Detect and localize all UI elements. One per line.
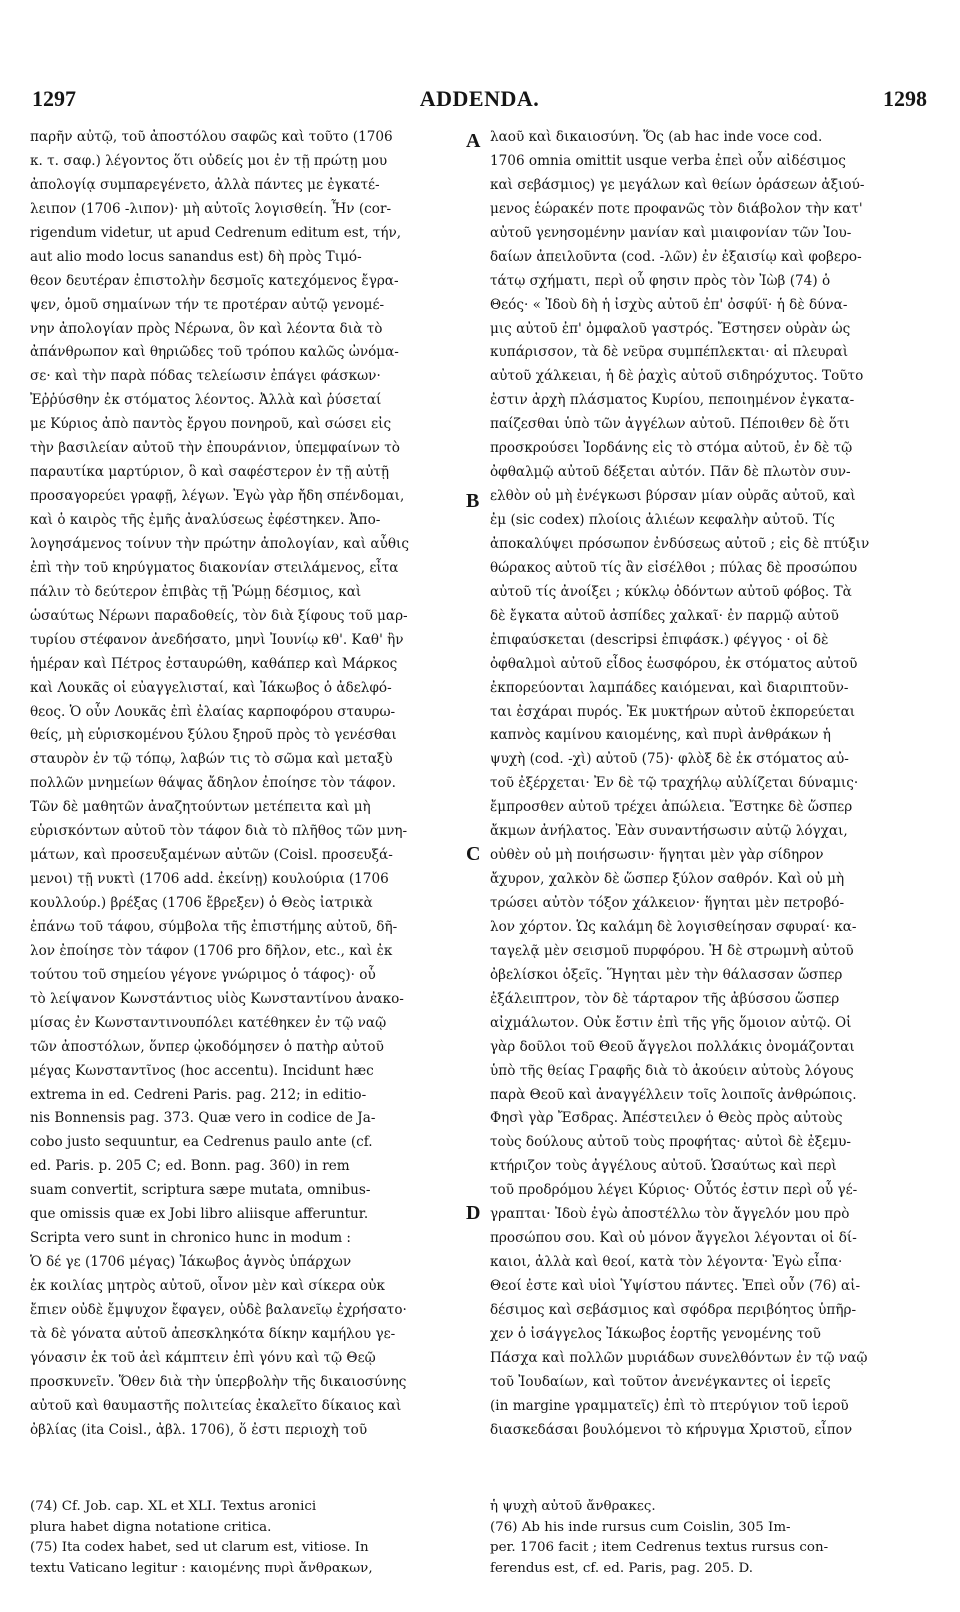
text-line: 1706 omnia omittit usque verba ἐπεὶ οὖν αἰδέσιμος xyxy=(490,152,846,169)
left-column xyxy=(30,126,458,1443)
text-line: αὐτοῦ καὶ θαυμαστῆς πολιτείας ἐκαλεῖτο δίκαιος καὶ xyxy=(30,1397,402,1414)
text-line: θείς, μὴ εὑρισκομένου ξύλου ξηροῦ πρὸς τὸ γενέσθαι xyxy=(30,727,397,744)
text-line: ἐκ κοιλίας μητρὸς αὐτοῦ, οἶνον μὲν καὶ σίκερα οὐκ xyxy=(30,1278,386,1294)
section-letter-b: B xyxy=(466,490,480,512)
text-line: τὴν βασιλείαν αὐτοῦ τὴν ἐπουράνιον, ὑπεμφαίνων τὸ xyxy=(30,440,400,457)
text-line: λαοῦ καὶ δικαιοσύνη. Ὅς (ab hac inde voce cod. xyxy=(490,129,823,145)
footnote-line: plura habet digna notatione critica. xyxy=(30,1519,272,1535)
text-line: κουλλούρ.) βρέξας (1706 ἔβρεξεν) ὁ Θεὸς ἰατρικὰ xyxy=(30,895,373,911)
text-line: τοῦ ἐξέρχεται· Ἐν δὲ τῷ τραχήλῳ αὐλίζεται δύναμις· xyxy=(490,775,859,792)
text-line: Ὁ δέ γε (1706 μέγας) Ἰάκωβος ἁγνὸς ὑπάρχων xyxy=(30,1254,352,1271)
text-line: ψεν, ὁμοῦ σημαίνων τήν τε προτέραν αὐτῷ γενομέ- xyxy=(30,296,385,313)
text-line: ἄχυρον, χαλκὸν δὲ ὥσπερ ξύλον σαθρόν. Καὶ οὐ μὴ xyxy=(490,871,845,888)
text-line: ἄκμων ἀνήλατος. Ἐὰν συναντήσωσιν αὐτῷ λόγχαι, xyxy=(490,823,848,840)
text-line: λογησάμενος τοίνυν τὴν πρώτην ἀπολογίαν, καὶ αὖθις xyxy=(30,535,409,552)
text-line: Θεοί ἐστε καὶ υἱοὶ Ὑψίστου πάντες. Ἐπεὶ οὖν (76) αἰ- xyxy=(490,1278,861,1294)
text-line: δέσιμος καὶ σεβάσμιος καὶ σφόδρα περιβόητος ὑπῆρ- xyxy=(490,1301,857,1318)
footnotes-right xyxy=(490,1497,918,1579)
text-line: ἀποκαλύψει πρόσωπον ἐνδύσεως αὐτοῦ ; εἰς δὲ πτύξιν xyxy=(490,535,870,552)
text-line: πάλιν τὸ δεύτερον ἐπιβὰς τῇ Ῥώμῃ δέσμιος, καὶ xyxy=(30,583,362,600)
page-title: ADDENDA. xyxy=(419,86,540,111)
text-line: ἐπὶ τὴν τοῦ κηρύγματος διακονίαν στειλάμενος, εἶτα xyxy=(30,559,399,576)
text-line: παρῆν αὐτῷ, τοῦ ἀποστόλου σαφῶς καὶ τοῦτο (1706 xyxy=(30,129,393,145)
text-line: (in margine γραμματεῖς) ἐπὶ τὸ πτερύγιον τοῦ ἱεροῦ xyxy=(490,1397,849,1414)
text-line: ἀπολογίᾳ συμπαρεγένετο, ἀλλὰ πάντες με ἐγκατέ- xyxy=(30,176,380,193)
text-line: καὶ Λουκᾶς οἱ εὐαγγελισταί, καὶ Ἰάκωβος ὁ ἀδελφό- xyxy=(30,679,392,696)
text-line: τυρίου στέφανον ἀνεδήσατο, μηνὶ Ἰουνίῳ κθ'. Καθ' ἣν xyxy=(30,631,404,648)
text-line: rigendum videtur, ut apud Cedrenum editum est, τήν, xyxy=(30,224,402,241)
text-line: πολλῶν μνημείων θάψας ἄδηλον ἐποίησε τὸν τάφον. xyxy=(30,775,396,792)
text-line: καὶ σεβάσμιος) γε μεγάλων καὶ θείων ὁράσεων ἀξιού- xyxy=(490,176,865,193)
left-page-number: 1297 xyxy=(32,86,76,111)
text-line: λον χόρτον. Ὡς καλάμη δὲ λογισθείησαν σφυραί· κα- xyxy=(490,918,857,935)
footnote-line: textu Vaticano legitur : καιομένης πυρὶ ἄνθρακων, xyxy=(30,1560,373,1576)
text-line: τάτῳ σχήματι, περὶ οὗ φησιν πρὸς τὸν Ἰὼβ (74) ὁ xyxy=(490,272,831,289)
text-line: κ. τ. σαφ.) λέγοντος ὅτι οὐδείς μοι ἐν τῇ πρώτῃ μου xyxy=(30,152,388,169)
text-line: διασκεδάσαι βουλόμενοι τὸ κήρυγμα Χριστοῦ, εἶπον xyxy=(490,1421,853,1438)
text-line: οὐθὲν οὐ μὴ ποιήσωσιν· ἥγηται μὲν γὰρ σίδηρον xyxy=(490,847,824,864)
text-line: αὐτοῦ χάλκειαι, ἡ δὲ ῥαχὶς αὐτοῦ σιδηρόχυτος. Τοῦτο xyxy=(490,368,864,385)
text-line: μενος ἑώρακέν ποτε προφανῶς τὸν διάβολον τὴν κατ' xyxy=(490,200,863,217)
text-line: δὲ ἔγκατα αὐτοῦ ἀσπίδες χαλκαῖ· ἐν παρμῷ αὐτοῦ xyxy=(490,607,839,624)
text-line: ἔπιεν οὐδὲ ἔμψυχον ἔφαγεν, οὐδὲ βαλανεῖῳ ἐχρήσατο· xyxy=(30,1301,407,1318)
text-line: τὰ δὲ γόνατα αὐτοῦ ἀπεσκληκότα δίκην καμήλου γε- xyxy=(30,1325,396,1342)
text-line: τρώσει αὐτὸν τόξον χάλκειον· ἥγηται μὲν πετροβό- xyxy=(490,895,845,911)
text-line: προσαγορεύει γραφῇ, λέγων. Ἐγὼ γὰρ ἤδη σπένδομαι, xyxy=(30,488,405,505)
text-line: μίσας ἐν Κωνσταντινουπόλει κατέθηκεν ἐν τῷ ναῷ xyxy=(30,1014,387,1031)
text-line: que omissis quæ ex Jobi libro aliisque afferuntur. xyxy=(30,1206,369,1223)
text-line: τούτου τοῦ σημείου γέγονε γνώριμος ὁ τάφος)· οὗ xyxy=(30,966,376,983)
text-line: Θεός· « Ἰδοὺ δὴ ἡ ἰσχὺς αὐτοῦ ἐπ' ὀσφύϊ· ἡ δὲ δύνα- xyxy=(490,296,848,313)
text-line: nis Bonnensis pag. 373. Quæ vero in codice de Ja- xyxy=(30,1110,376,1127)
text-line: γραπται· Ἰδοὺ ἐγὼ ἀποστέλλω τὸν ἄγγελόν μου πρὸ xyxy=(490,1206,850,1223)
text-line: extrema in ed. Cedreni Paris. pag. 212; in editio- xyxy=(30,1086,367,1103)
running-head xyxy=(32,86,927,120)
text-line: λον ἐποίησε τὸν τάφον (1706 pro δῆλον, etc., καὶ ἐκ xyxy=(30,942,393,959)
footnote-line: (75) Ita codex habet, sed ut clarum est, vitiose. In xyxy=(30,1540,369,1555)
text-line: cobo justo sequuntur, ea Cedrenus paulo ante (cf. xyxy=(30,1134,373,1151)
text-line: ἐξάλειπτρον, τὸν δὲ τάρταρον τῆς ἀβύσσου ὥσπερ xyxy=(490,990,840,1007)
footnotes-left xyxy=(30,1497,458,1579)
text-line: ἐκπορεύονται λαμπάδες καιόμεναι, καὶ διαριπτοῦν- xyxy=(490,679,849,696)
text-line: suam convertit, scriptura sæpe mutata, omnibus- xyxy=(30,1182,371,1199)
text-line: ὡσαύτως Νέρωνι παραδοθείς, τὸν διὰ ξίφους τοῦ μαρ- xyxy=(30,607,408,624)
text-line: ἡμέραν καὶ Πέτρος ἐσταυρώθη, καθάπερ καὶ Μάρκος xyxy=(30,655,398,672)
text-line: καπνὸς καμίνου καιομένης, καὶ πυρὶ ἀνθράκων ἡ xyxy=(490,727,831,744)
text-line: προσκρούσει Ἰορδάνης εἰς τὸ στόμα αὐτοῦ, ἐν δὲ τῷ xyxy=(490,440,853,457)
text-line: δαίων ἀπειλοῦντα (cod. -λῶν) ἐν ἐξαισίῳ καὶ φοβερο- xyxy=(490,248,862,265)
text-line: τοῦ Ἰουδαίων, καὶ τοῦτον ἀνενέγκαντες οἱ ἱερεῖς xyxy=(490,1373,831,1390)
text-line: προσκυνεῖν. Ὅθεν διὰ τὴν ὑπερβολὴν τῆς δικαιοσύνης xyxy=(30,1373,407,1390)
text-line: θεος. Ὁ οὖν Λουκᾶς ἐπὶ ἐλαίας καρποφόρου σταυρω- xyxy=(30,703,396,720)
text-line: aut alio modo locus sanandus est) δὴ πρὸς Τιμό- xyxy=(30,248,362,265)
text-line: θεον δευτέραν ἐπιστολὴν δεσμοῖς κατεχόμενος ἔγρα- xyxy=(30,272,399,289)
footnote-line: (74) Cf. Job. cap. XL et XLI. Textus aronici xyxy=(30,1499,317,1514)
text-line: ἐπιφαύσκεται (descripsi ἐπιφάσκ.) φέγγος · οἱ δὲ xyxy=(490,631,829,648)
text-line: Ἐῤῥύσθην ἐκ στόματος λέοντος. Ἀλλὰ καὶ ῥύσεταί xyxy=(30,392,382,409)
text-line: ται ἐσχάραι πυρός. Ἐκ μυκτήρων αὐτοῦ ἐκπορεύεται xyxy=(490,703,856,720)
section-letter-d: D xyxy=(466,1202,481,1224)
text-line: λειπον (1706 -λιπον)· μὴ αὐτοῖς λογισθείη. Ἦν (cor- xyxy=(30,200,392,217)
text-line: κυπάρισσον, τὰ δὲ νεῦρα συμπέπλεκται· αἱ πλευραὶ xyxy=(490,344,849,361)
text-line: μενοι) τῇ νυκτὶ (1706 add. ἐκείνῃ) κουλούρια (1706 xyxy=(30,871,389,888)
footnote-line: (76) Ab his inde rursus cum Coislin, 305 Im- xyxy=(490,1519,791,1535)
text-line: προσώπου σου. Καὶ οὐ μόνον ἄγγελοι λέγονται οἱ δί- xyxy=(490,1230,857,1247)
text-line: ὀβελίσκοι ὀξεῖς. Ἥγηται μὲν τὴν θάλασσαν ὥσπερ xyxy=(490,966,843,983)
text-line: σε· καὶ τὴν παρὰ πόδας τελείωσιν ἐπάγει φάσκων· xyxy=(30,368,381,385)
text-line: Scripta vero sunt in chronico hunc in modum : xyxy=(30,1230,351,1247)
text-line: γὰρ δοῦλοι τοῦ Θεοῦ ἄγγελοι πολλάκις ὀνομάζονται xyxy=(490,1038,855,1055)
text-line: καὶ ὁ καιρὸς τῆς ἐμῆς ἀναλύσεως ἐφέστηκεν. Ἀπο- xyxy=(30,512,381,528)
text-line: Φησὶ γὰρ Ἔσδρας. Ἀπέστειλεν ὁ Θεὸς πρὸς αὐτοὺς xyxy=(490,1110,843,1127)
text-line: μάτων, καὶ προσευξαμένων αὐτῶν (Coisl. προσευξά- xyxy=(30,847,393,864)
section-letter-a: A xyxy=(466,130,481,152)
text-line: χεν ὁ ἰσάγγελος Ἰάκωβος ἑορτῆς γενομένης τοῦ xyxy=(490,1325,821,1342)
text-line: κτήριζον τοὺς ἀγγέλους αὐτοῦ. Ὡσαύτως καὶ περὶ xyxy=(490,1158,837,1175)
text-line: αἰχμάλωτον. Οὐκ ἔστιν ἐπὶ τῆς γῆς ὅμοιον αὐτῷ. Οἱ xyxy=(490,1014,852,1031)
text-line: γόνασιν ἐκ τοῦ ἀεὶ κάμπτειν ἐπὶ γόνυ καὶ τῷ Θεῷ xyxy=(30,1349,376,1366)
text-line: μέγας Κωνσταντῖνος (hoc accentu). Incidunt hæc xyxy=(30,1062,374,1079)
section-letter-c: C xyxy=(466,843,481,865)
text-line: ὀφθαλμοὶ αὐτοῦ εἶδος ἑωσφόρου, ἐκ στόματος αὐτοῦ xyxy=(490,655,858,672)
text-line: ὀφθαλμῷ αὐτοῦ δέξεται αὐτόν. Πᾶν δὲ πλωτὸν συν- xyxy=(490,464,851,481)
text-line: ελθὸν οὐ μὴ ἐνέγκωσι βύρσαν μίαν οὐρᾶς αὐτοῦ, καὶ xyxy=(490,488,856,505)
text-line: ἀπάνθρωπον καὶ θηριῶδες τοῦ τρόπου καλῶς ὠνόμα- xyxy=(30,344,399,361)
text-line: τοὺς δούλους αὐτοῦ τοὺς προφήτας· αὐτοὶ δὲ ἐξεμυ- xyxy=(490,1134,852,1151)
text-line: τῶν ἀποστόλων, ὅνπερ ᾠκοδόμησεν ὁ πατὴρ αὐτοῦ xyxy=(30,1038,384,1055)
text-line: καιοι, ἀλλὰ καὶ θεοί, κατὰ τὸν λέγοντα· Ἐγὼ εἶπα· xyxy=(490,1254,843,1271)
text-line: ψυχὴ (cod. -χὶ) αὐτοῦ (75)· φλὸξ δὲ ἐκ στόματος αὐ- xyxy=(490,751,849,768)
text-line: ὀβλίας (ita Coisl., ἀβλ. 1706), ὅ ἐστι περιοχὴ τοῦ xyxy=(30,1421,368,1438)
text-line: θώρακος αὐτοῦ τίς ἂν εἰσέλθοι ; πύλας δὲ προσώπου xyxy=(490,559,858,576)
text-line: Τῶν δὲ μαθητῶν ἀναζητούντων μετέπειτα καὶ μὴ xyxy=(30,799,371,816)
text-line: ἔμπροσθεν αὐτοῦ τρέχει ἀπώλεια. Ἔστηκε δὲ ὥσπερ xyxy=(490,799,853,816)
text-line: παίζεσθαι ὑπὸ τῶν ἀγγέλων αὐτοῦ. Πέποιθεν δὲ ὅτι xyxy=(490,416,850,433)
footnote-line: ἡ ψυχὴ αὐτοῦ ἄνθρακες. xyxy=(490,1499,656,1514)
text-line: Πάσχα καὶ πολλῶν μυριάδων συνελθόντων ἐν τῷ ναῷ xyxy=(490,1349,868,1366)
text-line: τοῦ προδρόμου λέγει Κύριος· Οὗτός ἐστιν περὶ οὗ γέ- xyxy=(490,1182,858,1199)
text-line: σταυρὸν ἐν τῷ τόπῳ, λαβών τις τὸ σῶμα καὶ μεταξὺ xyxy=(30,751,393,768)
right-page-number: 1298 xyxy=(883,86,927,111)
right-column xyxy=(490,126,918,1443)
footnote-line: ferendus est, cf. ed. Paris, pag. 205. D. xyxy=(490,1560,754,1576)
footnote-line: per. 1706 facit ; item Cedrenus textus rursus con- xyxy=(490,1540,829,1555)
text-line: τὸ λείψανον Κωνστάντιος υἱὸς Κωνσταντίνου ἀνακο- xyxy=(30,990,404,1007)
text-line: νην ἀπολογίαν πρὸς Νέρωνα, ὃν καὶ λέοντα διὰ τὸ xyxy=(30,320,383,337)
text-line: αὐτοῦ γενησομένην μανίαν καὶ μιαιφονίαν τῶν Ἰου- xyxy=(490,224,852,241)
text-line: μις αὐτοῦ ἐπ' ὀμφαλοῦ γαστρός. Ἔστησεν οὐρὰν ὡς xyxy=(490,320,851,337)
text-line: ταγελᾷ μὲν σεισμοῦ πυρφόρου. Ἡ δὲ στρωμνὴ αὐτοῦ xyxy=(490,942,854,959)
text-line: εὑρισκόντων αὐτοῦ τὸν τάφον διὰ τὸ πλῆθος τῶν μνη- xyxy=(30,823,408,840)
text-line: ἐμ (sic codex) πλοίοις ἁλιέων κεφαλὴν αὐτοῦ. Τίς xyxy=(490,512,835,528)
text-line: ἐπάνω τοῦ τάφου, σύμβολα τῆς ἐπιστήμης αὐτοῦ, δῆ- xyxy=(30,918,398,935)
text-line: παρὰ Θεοῦ καὶ ἀναγγέλλειν τοῖς λοιποῖς ἀνθρώποις. xyxy=(490,1086,857,1103)
text-line: ed. Paris. p. 205 C; ed. Bonn. pag. 360) in rem xyxy=(30,1158,350,1175)
text-line: αὐτοῦ τίς ἀνοίξει ; κύκλῳ ὀδόντων αὐτοῦ φόβος. Τὰ xyxy=(490,583,852,600)
text-line: ἐστιν ἀρχὴ πλάσματος Κυρίου, πεποιημένον ἐγκατα- xyxy=(490,392,855,409)
text-line: ὑπὸ τῆς θείας Γραφῆς διὰ τὸ ἀκούειν αὐτοὺς λόγους xyxy=(490,1062,854,1079)
text-line: παραυτίκα μαρτύριον, ὃ καὶ σαφέστερον ἐν τῇ αὐτῇ xyxy=(30,464,390,481)
text-line: με Κύριος ἀπὸ παντὸς ἔργου πονηροῦ, καὶ σώσει εἰς xyxy=(30,416,392,433)
